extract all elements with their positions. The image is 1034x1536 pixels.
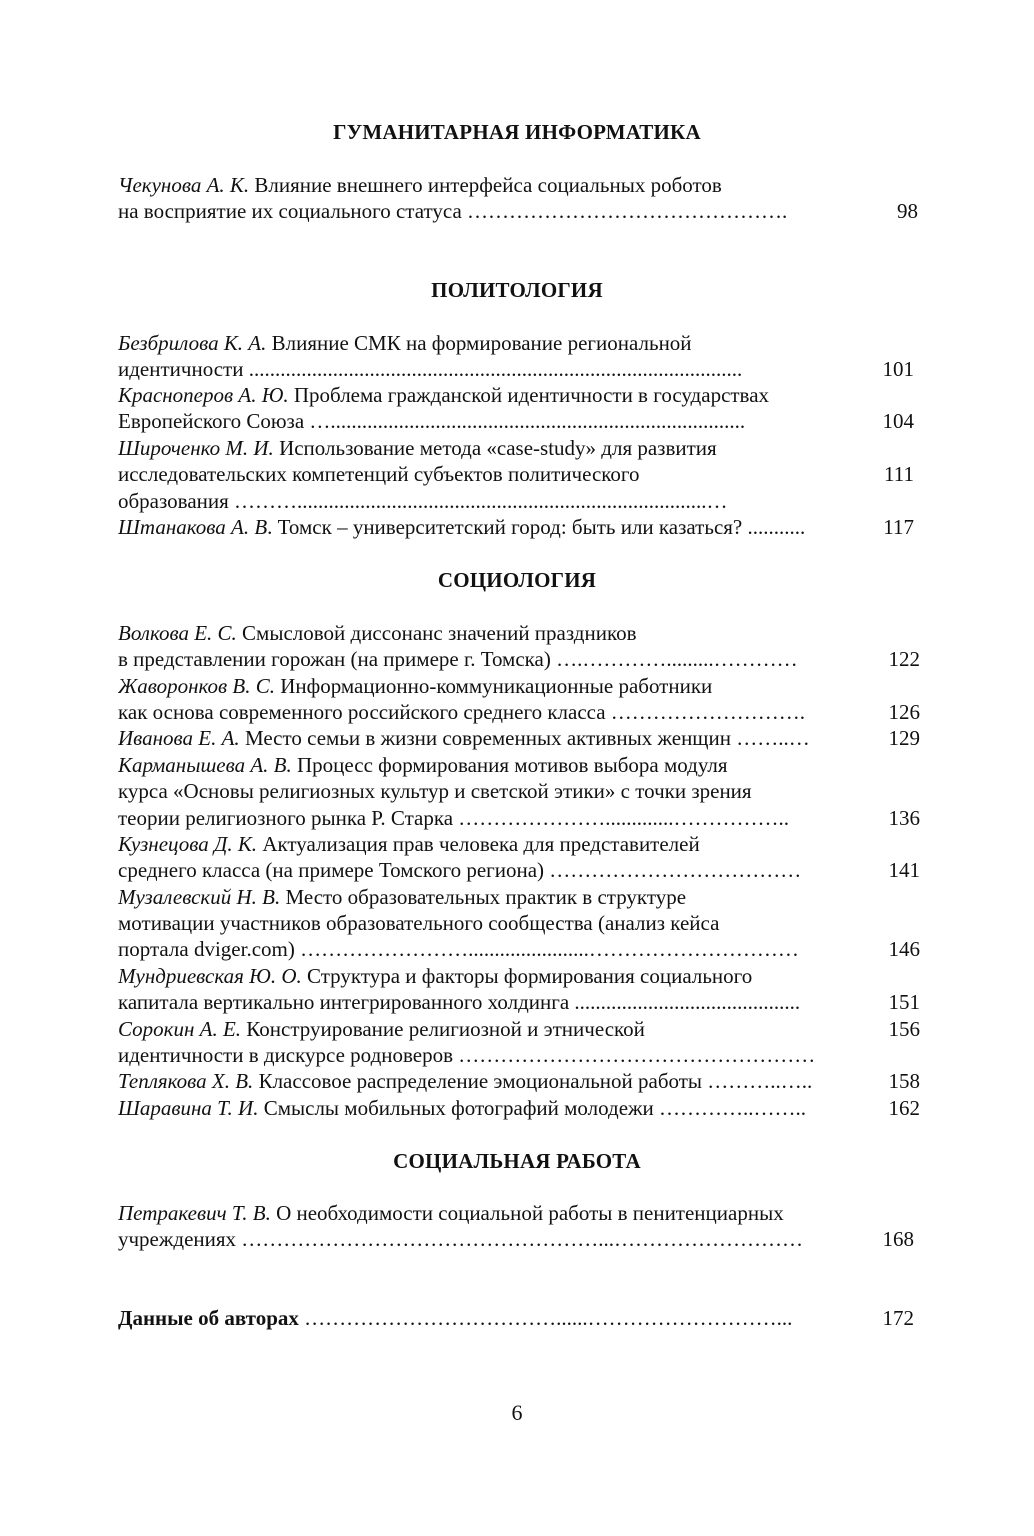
authors-data-page-number: 172 bbox=[882, 1306, 914, 1330]
entry-page-number: 122 bbox=[888, 647, 920, 671]
entry-page-number: 104 bbox=[882, 409, 914, 433]
entry-author: Волкова Е. С. bbox=[118, 621, 237, 645]
toc-entry-line: учреждениях ……………………………………………...……………………… bbox=[118, 1227, 804, 1251]
toc-entry-line bbox=[118, 1068, 874, 1094]
entry-title: . Томск – университетский город: быть или казаться? ........... bbox=[267, 515, 806, 539]
entry-page-number: 129 bbox=[888, 726, 920, 750]
toc-entry-line: как основа современного российского среднего класса ………………………. bbox=[118, 700, 806, 724]
toc-entry-line bbox=[118, 514, 874, 540]
section-heading-sociology: СОЦИОЛОГИЯ bbox=[437, 568, 597, 592]
toc-entry-line bbox=[118, 752, 874, 778]
toc-entry-line: теории религиозного рынка Р. Старка ………………….............…………….. bbox=[118, 806, 790, 830]
section-heading-social-work: СОЦИАЛЬНАЯ РАБОТА bbox=[393, 1149, 641, 1173]
entry-author: Безбрилова К. А. bbox=[118, 331, 267, 355]
toc-entry-line: портала dviger.com) …………………….......................………………………… bbox=[118, 937, 799, 961]
toc-entry-line: в представлении горожан (на примере г. Томска) ….………….........………… bbox=[118, 647, 798, 671]
entry-title: Проблема гражданской идентичности в государствах bbox=[288, 383, 770, 407]
entry-page-number: 141 bbox=[888, 858, 920, 882]
entry-title: Смысловой диссонанс значений праздников bbox=[236, 621, 637, 645]
entry-title: Место образовательных практик в структуре bbox=[280, 885, 687, 909]
entry-title: Смыслы мобильных фотографий молодежи …………..…….. bbox=[258, 1096, 807, 1120]
entry-author: Штанакова А. В bbox=[118, 515, 268, 539]
toc-entry-line bbox=[118, 673, 874, 699]
toc-entry-line: идентичности в дискурсе родноверов …………………………………………… bbox=[118, 1043, 816, 1067]
entry-title: Место семьи в жизни современных активных женщин ……..… bbox=[239, 726, 810, 750]
page-number: 6 bbox=[511, 1400, 523, 1425]
section-heading-political-science: ПОЛИТОЛОГИЯ bbox=[431, 278, 603, 302]
entry-author: Иванова Е. А. bbox=[118, 726, 240, 750]
entry-page-number: 136 bbox=[888, 806, 920, 830]
toc-entry-line: Европейского Союза …............................................................................... bbox=[118, 409, 746, 433]
toc-entry-line: исследовательских компетенций субъектов политического bbox=[118, 462, 640, 486]
entry-author: Мундриевская Ю. О. bbox=[118, 964, 302, 988]
toc-entry-line: образования ………..............................................................................… bbox=[118, 489, 728, 513]
toc-entry-line: курса «Основы религиозных культур и светской этики» с точки зрения bbox=[118, 779, 752, 803]
entry-page-number: 101 bbox=[882, 357, 914, 381]
section-heading-humanitarian-informatics: ГУМАНИТАРНАЯ ИНФОРМАТИКА bbox=[333, 120, 701, 144]
toc-entry-line bbox=[118, 382, 874, 408]
entry-page-number: 168 bbox=[882, 1227, 914, 1251]
entry-author: Красноперов А. Ю. bbox=[118, 383, 289, 407]
toc-entry-line bbox=[118, 725, 874, 751]
entry-page-number: 126 bbox=[888, 700, 920, 724]
entry-author: Петракевич Т. В. bbox=[118, 1201, 271, 1225]
toc-entry-line bbox=[118, 620, 874, 646]
toc-entry-line: среднего класса (на примере Томского региона) ……………………………… bbox=[118, 858, 802, 882]
entry-title: Влияние СМК на формирование региональной bbox=[266, 331, 692, 355]
entry-page-number: 156 bbox=[888, 1017, 920, 1041]
authors-data-dots: ………………………………......………………………... bbox=[298, 1306, 793, 1330]
entry-title: Классовое распределение эмоциональной работы ………..….. bbox=[253, 1069, 813, 1093]
toc-entry-line bbox=[118, 330, 874, 356]
toc-entry-line bbox=[118, 1200, 874, 1226]
entry-author: Широченко М. И. bbox=[118, 436, 274, 460]
entry-title: Структура и факторы формирования социального bbox=[301, 964, 753, 988]
entry-author: Сорокин А. Е. bbox=[118, 1017, 242, 1041]
toc-entry-line: капитала вертикально интегрированного холдинга ........................................... bbox=[118, 990, 801, 1014]
entry-title: О необходимости социальной работы в пенитенциарных bbox=[270, 1201, 784, 1225]
toc-entry-line bbox=[118, 435, 874, 461]
toc-entry-line bbox=[118, 831, 874, 857]
entry-page-number: 117 bbox=[883, 515, 914, 539]
entry-page-number: 158 bbox=[888, 1069, 920, 1093]
toc-entry-line: мотивации участников образовательного сообщества (анализ кейса bbox=[118, 911, 720, 935]
authors-data-entry bbox=[118, 1305, 874, 1331]
toc-entry-line: идентичности .............................................................................................. bbox=[118, 357, 743, 381]
entry-author: Жаворонков В. С. bbox=[118, 674, 275, 698]
toc-entry-line bbox=[118, 1016, 874, 1042]
entry-author: Кузнецова Д. К. bbox=[118, 832, 258, 856]
toc-entry-line bbox=[118, 172, 874, 198]
entry-title: Использование метода «case-study» для развития bbox=[273, 436, 717, 460]
entry-author: Чекунова А. К. bbox=[118, 173, 250, 197]
entry-title: Процесс формирования мотивов выбора модуля bbox=[291, 753, 728, 777]
entry-author: Шаравина Т. И. bbox=[118, 1096, 259, 1120]
entry-author: Карманышева А. В. bbox=[118, 753, 292, 777]
entry-author: Музалевский Н. В. bbox=[118, 885, 281, 909]
entry-title: Актуализация прав человека для представителей bbox=[257, 832, 700, 856]
toc-entry-line bbox=[118, 963, 874, 989]
toc-entry-line: на восприятие их социального статуса ………………………………………. bbox=[118, 199, 788, 223]
entry-page-number: 111 bbox=[884, 462, 914, 486]
entry-page-number: 146 bbox=[888, 937, 920, 961]
entry-page-number: 162 bbox=[888, 1096, 920, 1120]
entry-author: Теплякова Х. В. bbox=[118, 1069, 254, 1093]
authors-data-label: Данные об авторах bbox=[118, 1306, 299, 1330]
entry-title: Конструирование религиозной и этнической bbox=[241, 1017, 645, 1041]
toc-entry-line bbox=[118, 884, 874, 910]
entry-page-number: 151 bbox=[888, 990, 920, 1014]
toc-entry-line bbox=[118, 1095, 874, 1121]
entry-title: Информационно-коммуникационные работники bbox=[274, 674, 713, 698]
entry-title: Влияние внешнего интерфейса социальных роботов bbox=[249, 173, 722, 197]
entry-page-number: 98 bbox=[897, 199, 918, 223]
